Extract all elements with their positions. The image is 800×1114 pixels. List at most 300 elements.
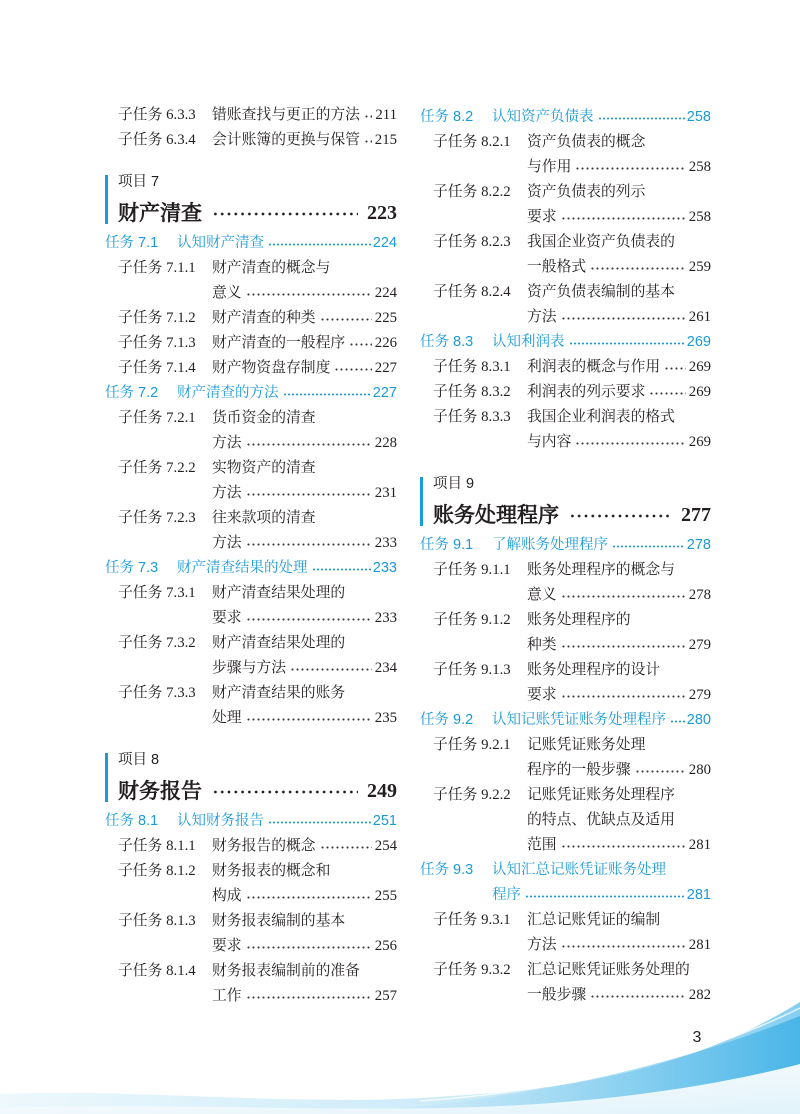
subtask-title: 一般步骤 — [527, 986, 587, 1003]
subtask-line — [527, 908, 711, 933]
dot-leader — [569, 330, 685, 355]
page-number: 3 — [692, 1029, 702, 1046]
subtask-title: 记账凭证账务处理程序 — [527, 786, 675, 803]
task-line — [177, 556, 397, 581]
task-text — [492, 533, 711, 558]
bottom-wave-decoration — [0, 984, 800, 1114]
task-text — [492, 330, 711, 355]
subtask-title: 财产清查的一般程序 — [212, 334, 346, 351]
task-text — [177, 231, 397, 256]
subtask-title: 账务处理程序的 — [527, 611, 631, 628]
subtask-line — [527, 205, 711, 230]
subtask-line — [527, 783, 711, 808]
dot-leader — [575, 430, 685, 455]
subtask-text — [212, 306, 397, 331]
subtask-number: 子任务 8.3.1 — [433, 358, 511, 375]
subtask-entry — [105, 581, 397, 631]
subtask-number: 子任务 9.1.1 — [433, 561, 511, 578]
project-title: 账务处理程序 — [433, 502, 559, 527]
subtask-page-number: 227 — [374, 359, 397, 376]
subtask-line — [212, 656, 397, 681]
subtask-line — [212, 581, 397, 606]
task-entry — [420, 105, 711, 130]
subtask-text — [212, 859, 397, 909]
subtask-number: 子任务 8.1.2 — [118, 862, 196, 879]
subtask-line — [212, 884, 397, 909]
subtask-text — [212, 506, 397, 556]
subtask-title: 范围 — [527, 836, 557, 853]
subtask-line — [527, 958, 711, 983]
task-text — [492, 105, 711, 130]
subtask-number: 子任务 8.1.3 — [118, 912, 196, 929]
dot-leader — [246, 606, 372, 631]
subtask-page-number: 261 — [688, 308, 711, 325]
subtask-text — [212, 406, 397, 456]
subtask-text — [527, 355, 711, 380]
subtask-line — [212, 706, 397, 731]
subtask-line — [527, 658, 711, 683]
subtask-number: 子任务 8.3.3 — [433, 408, 511, 425]
task-title: 认知利润表 — [492, 333, 565, 350]
task-number: 任务 7.3 — [105, 559, 159, 576]
task-title: 认知资产负债表 — [492, 108, 594, 125]
subtask-title: 财务报表编制的基本 — [212, 912, 346, 929]
subtask-title: 与作用 — [527, 158, 572, 175]
task-line — [492, 330, 711, 355]
subtask-line — [527, 430, 711, 455]
subtask-page-number: 234 — [374, 659, 397, 676]
subtask-page-number: 256 — [374, 937, 397, 954]
subtask-line — [212, 834, 397, 859]
subtask-title: 财务报告的概念 — [212, 837, 316, 854]
subtask-number: 子任务 7.1.1 — [118, 259, 196, 276]
subtask-title: 会计账簿的更换与保管 — [212, 131, 360, 148]
subtask-entry — [105, 859, 397, 909]
dot-leader — [561, 833, 686, 858]
subtask-line — [212, 934, 397, 959]
subtask-line — [212, 356, 397, 381]
subtask-title: 我国企业利润表的格式 — [527, 408, 675, 425]
subtask-page-number: 224 — [374, 284, 397, 301]
subtask-text — [212, 631, 397, 681]
project-title-row — [118, 773, 397, 809]
task-entry — [420, 708, 711, 733]
project-number: 项目 8 — [118, 751, 160, 768]
task-title: 认知财产清查 — [177, 234, 264, 251]
task-title: 了解账务处理程序 — [492, 536, 608, 553]
subtask-page-number: 281 — [688, 936, 711, 953]
task-page-number: 258 — [686, 108, 711, 125]
task-number: 任务 8.1 — [105, 812, 159, 829]
dot-leader — [246, 706, 372, 731]
subtask-line — [527, 933, 711, 958]
project-page-number: 223 — [367, 201, 397, 224]
dot-leader — [246, 481, 372, 506]
subtask-title: 财产清查的种类 — [212, 309, 316, 326]
subtask-title: 意义 — [527, 586, 557, 603]
subtask-text — [527, 405, 711, 455]
subtask-number: 子任务 9.3.1 — [433, 911, 511, 928]
task-title: 认知记账凭证账务处理程序 — [492, 711, 666, 728]
subtask-title: 财务报表编制前的准备 — [212, 962, 360, 979]
subtask-line — [527, 355, 711, 380]
dot-leader — [246, 531, 372, 556]
subtask-line — [527, 380, 711, 405]
subtask-number: 子任务 9.2.2 — [433, 786, 511, 803]
dot-leader — [561, 305, 686, 330]
subtask-title: 货币资金的清查 — [212, 409, 316, 426]
subtask-line — [212, 606, 397, 631]
subtask-page-number: 258 — [688, 208, 711, 225]
project-title-row — [433, 497, 711, 533]
subtask-line — [212, 909, 397, 934]
subtask-line — [212, 481, 397, 506]
project-number: 项目 9 — [433, 475, 475, 492]
task-line — [492, 105, 711, 130]
dot-leader — [575, 155, 685, 180]
subtask-text — [212, 256, 397, 306]
subtask-line — [527, 155, 711, 180]
subtask-line — [212, 406, 397, 431]
subtask-number: 子任务 7.1.2 — [118, 309, 196, 326]
subtask-text — [212, 681, 397, 731]
project-title: 财产清查 — [118, 200, 202, 225]
dot-leader — [212, 773, 358, 809]
subtask-title: 资产负债表编制的基本 — [527, 283, 675, 300]
task-title: 认知汇总记账凭证账务处理 — [492, 861, 666, 878]
task-number: 任务 8.2 — [420, 108, 474, 125]
subtask-title: 汇总记账凭证账务处理的 — [527, 961, 690, 978]
subtask-page-number: 215 — [374, 131, 397, 148]
subtask-line — [212, 631, 397, 656]
subtask-title: 汇总记账凭证的编制 — [527, 911, 661, 928]
dot-leader — [268, 231, 371, 256]
dot-leader — [664, 355, 686, 380]
subtask-number: 子任务 7.3.1 — [118, 584, 196, 601]
project-heading — [420, 474, 711, 533]
task-number: 任务 9.3 — [420, 861, 474, 878]
subtask-page-number: 259 — [688, 258, 711, 275]
subtask-entry — [105, 128, 397, 153]
subtask-text — [212, 834, 397, 859]
task-title: 程序 — [492, 886, 521, 903]
subtask-title: 资产负债表的列示 — [527, 183, 646, 200]
dot-leader — [561, 633, 686, 658]
subtask-title: 账务处理程序的概念与 — [527, 561, 675, 578]
task-line — [492, 533, 711, 558]
dot-leader — [561, 933, 686, 958]
subtask-page-number: 228 — [374, 434, 397, 451]
dot-leader — [635, 758, 686, 783]
project-page-number: 249 — [367, 779, 397, 802]
dot-leader — [349, 331, 372, 356]
subtask-title: 财产清查结果的账务 — [212, 684, 346, 701]
subtask-number: 子任务 9.3.2 — [433, 961, 511, 978]
subtask-title: 与内容 — [527, 433, 572, 450]
subtask-number: 子任务 6.3.4 — [118, 131, 196, 148]
subtask-title: 记账凭证账务处理 — [527, 736, 646, 753]
subtask-line — [212, 506, 397, 531]
subtask-line — [212, 531, 397, 556]
dot-leader — [334, 356, 371, 381]
subtask-number: 子任务 9.1.3 — [433, 661, 511, 678]
task-entry — [420, 533, 711, 558]
task-text — [177, 809, 397, 834]
subtask-title: 意义 — [212, 284, 242, 301]
subtask-number: 子任务 8.2.4 — [433, 283, 511, 300]
subtask-line — [212, 306, 397, 331]
subtask-entry — [105, 306, 397, 331]
subtask-number: 子任务 7.3.3 — [118, 684, 196, 701]
dot-leader — [283, 381, 371, 406]
task-line — [177, 381, 397, 406]
dot-leader — [590, 255, 686, 280]
task-entry — [105, 381, 397, 406]
subtask-entry — [105, 103, 397, 128]
task-line — [492, 708, 711, 733]
subtask-line — [527, 558, 711, 583]
subtask-entry — [105, 834, 397, 859]
subtask-page-number: 258 — [688, 158, 711, 175]
task-number: 任务 7.2 — [105, 384, 159, 401]
toc-left-column — [105, 103, 397, 1009]
subtask-entry — [420, 658, 711, 708]
subtask-entry — [105, 331, 397, 356]
subtask-title: 财产清查结果处理的 — [212, 634, 346, 651]
task-entry — [105, 809, 397, 834]
task-line — [492, 883, 711, 908]
subtask-line — [212, 103, 397, 128]
task-page-number: 278 — [686, 536, 711, 553]
task-text — [177, 556, 397, 581]
subtask-text — [527, 608, 711, 658]
subtask-entry — [420, 380, 711, 405]
subtask-line — [527, 733, 711, 758]
task-page-number: 251 — [372, 812, 397, 829]
subtask-line — [212, 281, 397, 306]
subtask-entry — [420, 180, 711, 230]
subtask-text — [212, 456, 397, 506]
subtask-line — [212, 431, 397, 456]
subtask-page-number: 280 — [688, 761, 711, 778]
subtask-page-number: 255 — [374, 887, 397, 904]
subtask-entry — [105, 909, 397, 959]
dot-leader — [649, 380, 685, 405]
subtask-line — [527, 608, 711, 633]
dot-leader — [212, 195, 358, 231]
subtask-title: 账务处理程序的设计 — [527, 661, 661, 678]
task-line — [492, 858, 711, 883]
subtask-text — [212, 331, 397, 356]
dot-leader — [561, 583, 686, 608]
subtask-title: 资产负债表的概念 — [527, 133, 646, 150]
task-text — [492, 858, 711, 908]
subtask-line — [527, 180, 711, 205]
subtask-title: 工作 — [212, 987, 242, 1004]
subtask-text — [527, 380, 711, 405]
dot-leader — [246, 884, 372, 909]
dot-leader — [525, 883, 685, 908]
project-heading — [105, 750, 397, 809]
dot-leader — [320, 834, 372, 859]
task-page-number: 224 — [372, 234, 397, 251]
dot-leader — [364, 103, 372, 128]
task-page-number: 280 — [686, 711, 711, 728]
task-number: 任务 9.1 — [420, 536, 474, 553]
dot-leader — [670, 708, 685, 733]
subtask-text — [527, 230, 711, 280]
subtask-line — [527, 255, 711, 280]
task-number: 任务 9.2 — [420, 711, 474, 728]
subtask-title: 要求 — [527, 208, 557, 225]
subtask-number: 子任务 9.2.1 — [433, 736, 511, 753]
task-page-number: 233 — [372, 559, 397, 576]
toc-right-column — [420, 105, 711, 1008]
subtask-title: 步骤与方法 — [212, 659, 286, 676]
subtask-number: 子任务 7.2.2 — [118, 459, 196, 476]
subtask-title: 处理 — [212, 709, 242, 726]
task-text — [492, 708, 711, 733]
subtask-title: 要求 — [212, 609, 242, 626]
subtask-entry — [105, 631, 397, 681]
subtask-line — [527, 280, 711, 305]
subtask-line — [527, 405, 711, 430]
subtask-title: 我国企业资产负债表的 — [527, 233, 675, 250]
project-number: 项目 7 — [118, 173, 160, 190]
subtask-page-number: 233 — [374, 609, 397, 626]
subtask-title: 财产清查结果处理的 — [212, 584, 346, 601]
task-title: 认知财务报告 — [177, 812, 264, 829]
subtask-entry — [105, 456, 397, 506]
subtask-number: 子任务 7.1.4 — [118, 359, 196, 376]
subtask-text — [527, 733, 711, 783]
subtask-number: 子任务 8.2.2 — [433, 183, 511, 200]
project-heading — [105, 172, 397, 231]
subtask-line — [527, 683, 711, 708]
subtask-entry — [420, 230, 711, 280]
dot-leader — [320, 306, 372, 331]
subtask-line — [527, 633, 711, 658]
subtask-line — [527, 758, 711, 783]
subtask-title: 要求 — [212, 937, 242, 954]
project-page-number: 277 — [681, 503, 711, 526]
dot-leader — [561, 205, 686, 230]
subtask-line — [527, 230, 711, 255]
subtask-line — [212, 681, 397, 706]
subtask-title: 方法 — [527, 308, 557, 325]
subtask-page-number: 226 — [374, 334, 397, 351]
subtask-title: 方法 — [527, 936, 557, 953]
subtask-page-number: 231 — [374, 484, 397, 501]
task-entry — [105, 231, 397, 256]
subtask-title: 一般格式 — [527, 258, 587, 275]
subtask-text — [212, 356, 397, 381]
subtask-page-number: 269 — [688, 383, 711, 400]
task-entry — [105, 556, 397, 581]
subtask-title: 构成 — [212, 887, 242, 904]
task-number: 任务 7.1 — [105, 234, 159, 251]
subtask-title: 财产清查的概念与 — [212, 259, 331, 276]
subtask-title: 要求 — [527, 686, 557, 703]
task-number: 任务 8.3 — [420, 333, 474, 350]
subtask-page-number: 269 — [688, 358, 711, 375]
subtask-entry — [420, 908, 711, 958]
subtask-number: 子任务 7.3.2 — [118, 634, 196, 651]
subtask-text — [527, 658, 711, 708]
task-text — [177, 381, 397, 406]
subtask-number: 子任务 7.1.3 — [118, 334, 196, 351]
subtask-entry — [420, 558, 711, 608]
subtask-entry — [420, 783, 711, 858]
subtask-page-number: 254 — [374, 837, 397, 854]
subtask-title: 错账查找与更正的方法 — [212, 106, 360, 123]
subtask-line — [527, 808, 711, 833]
subtask-number: 子任务 9.1.2 — [433, 611, 511, 628]
dot-leader — [312, 556, 371, 581]
subtask-line — [212, 456, 397, 481]
subtask-number: 子任务 8.2.1 — [433, 133, 511, 150]
subtask-page-number: 225 — [374, 309, 397, 326]
subtask-text — [527, 908, 711, 958]
subtask-line — [527, 305, 711, 330]
subtask-title: 利润表的概念与作用 — [527, 358, 661, 375]
task-line — [177, 231, 397, 256]
project-title: 财务报告 — [118, 778, 202, 803]
subtask-page-number: 282 — [688, 986, 711, 1003]
subtask-line — [527, 583, 711, 608]
subtask-number: 子任务 6.3.3 — [118, 106, 196, 123]
subtask-page-number: 281 — [688, 836, 711, 853]
subtask-entry — [420, 280, 711, 330]
subtask-number: 子任务 8.1.4 — [118, 962, 196, 979]
subtask-text — [527, 558, 711, 608]
task-page-number: 269 — [686, 333, 711, 350]
task-title: 财产清查的方法 — [177, 384, 279, 401]
dot-leader — [561, 683, 686, 708]
subtask-page-number: 233 — [374, 534, 397, 551]
subtask-number: 子任务 8.1.1 — [118, 837, 196, 854]
subtask-number: 子任务 8.3.2 — [433, 383, 511, 400]
subtask-page-number: 279 — [688, 636, 711, 653]
subtask-number: 子任务 7.2.1 — [118, 409, 196, 426]
subtask-page-number: 235 — [374, 709, 397, 726]
task-entry — [420, 858, 711, 908]
subtask-number: 子任务 7.2.3 — [118, 509, 196, 526]
subtask-text — [212, 103, 397, 128]
subtask-line — [212, 959, 397, 984]
dot-leader — [364, 128, 372, 153]
subtask-entry — [420, 608, 711, 658]
subtask-text — [527, 783, 711, 858]
subtask-text — [212, 581, 397, 631]
subtask-title: 方法 — [212, 484, 242, 501]
subtask-page-number: 269 — [688, 433, 711, 450]
subtask-title: 方法 — [212, 434, 242, 451]
subtask-title: 种类 — [527, 636, 557, 653]
subtask-text — [212, 128, 397, 153]
subtask-entry — [105, 256, 397, 306]
subtask-text — [527, 280, 711, 330]
subtask-page-number: 211 — [375, 106, 397, 123]
subtask-text — [212, 909, 397, 959]
subtask-entry — [420, 405, 711, 455]
subtask-title: 的特点、优缺点及适用 — [527, 811, 675, 828]
task-line — [177, 809, 397, 834]
subtask-number: 子任务 8.2.3 — [433, 233, 511, 250]
subtask-entry — [105, 406, 397, 456]
subtask-line — [212, 859, 397, 884]
subtask-entry — [105, 356, 397, 381]
